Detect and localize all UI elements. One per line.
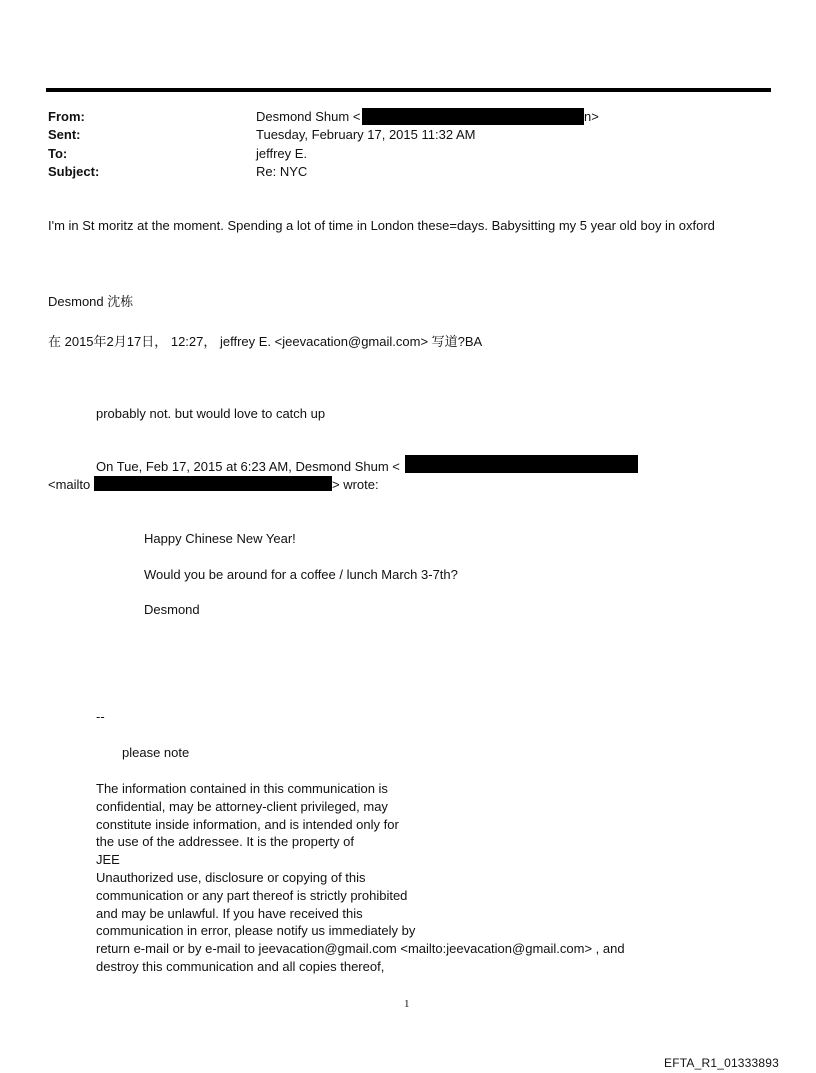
disclaimer-line: destroy this communication and all copies thereof, bbox=[96, 958, 385, 974]
to-value: jeffrey E. bbox=[256, 146, 308, 161]
document-id: EFTA_R1_01333893 bbox=[664, 1056, 780, 1070]
reply-text: I'm in St moritz at the moment. Spending a lot of time in London these=days. Babysitting my 5 year old boy in oxford bbox=[48, 218, 715, 233]
disclaimer-line: communication in error, please notify us immediately by bbox=[96, 923, 416, 939]
redaction-mailto bbox=[94, 476, 332, 491]
disclaimer bbox=[96, 780, 625, 976]
sent-value: Tuesday, February 17, 2015 11:32 AM bbox=[256, 127, 476, 142]
jeffrey-reply: probably not. but would love to catch up bbox=[96, 406, 326, 421]
signature: Desmond 沈栋 bbox=[48, 294, 134, 309]
disclaimer-line: constitute inside information, and is intended only for bbox=[96, 816, 399, 832]
please-note: please note bbox=[122, 745, 190, 760]
redaction-quoted-email bbox=[405, 455, 638, 473]
from-tail: n> bbox=[584, 109, 599, 124]
disclaimer-line: communication or any part thereof is strictly prohibited bbox=[96, 887, 408, 903]
on-line: On Tue, Feb 17, 2015 at 6:23 AM, Desmond Shum < bbox=[96, 459, 400, 474]
disclaimer-line: confidential, may be attorney-client privileged, may bbox=[96, 798, 388, 814]
disclaimer-line: return e-mail or by e-mail to jeevacation@gmail.com <mailto:jeevacation@gmail.com> , and bbox=[96, 941, 625, 957]
greeting: Happy Chinese New Year! bbox=[144, 531, 296, 546]
to-label: To: bbox=[48, 146, 68, 161]
subject-value: Re: NYC bbox=[256, 164, 308, 179]
disclaimer-line: and may be unlawful. If you have received this bbox=[96, 905, 363, 921]
header-rule bbox=[46, 88, 771, 92]
disclaimer-line: Unauthorized use, disclosure or copying of this bbox=[96, 869, 366, 885]
separator: -- bbox=[96, 709, 105, 724]
page-number: 1 bbox=[404, 998, 410, 1010]
disclaimer-line: the use of the addressee. It is the property of bbox=[96, 834, 354, 850]
sent-label: Sent: bbox=[48, 127, 81, 142]
mailto-prefix: <mailto bbox=[48, 477, 91, 492]
quote-header: 在 2015年2月17日， 12:27， jeffrey E. <jeevacation@gmail.com> 写道?BA bbox=[48, 334, 483, 349]
subject-label: Subject: bbox=[48, 164, 100, 179]
question: Would you be around for a coffee / lunch March 3-7th? bbox=[144, 567, 458, 582]
from-label: From: bbox=[48, 109, 85, 124]
redaction-from-email bbox=[362, 108, 584, 125]
orig-signature: Desmond bbox=[144, 602, 200, 617]
from-name: Desmond Shum < bbox=[256, 109, 361, 124]
mailto-suffix: > wrote: bbox=[332, 477, 379, 492]
disclaimer-line: JEE bbox=[96, 852, 120, 868]
disclaimer-line: The information contained in this communication is bbox=[96, 781, 388, 796]
